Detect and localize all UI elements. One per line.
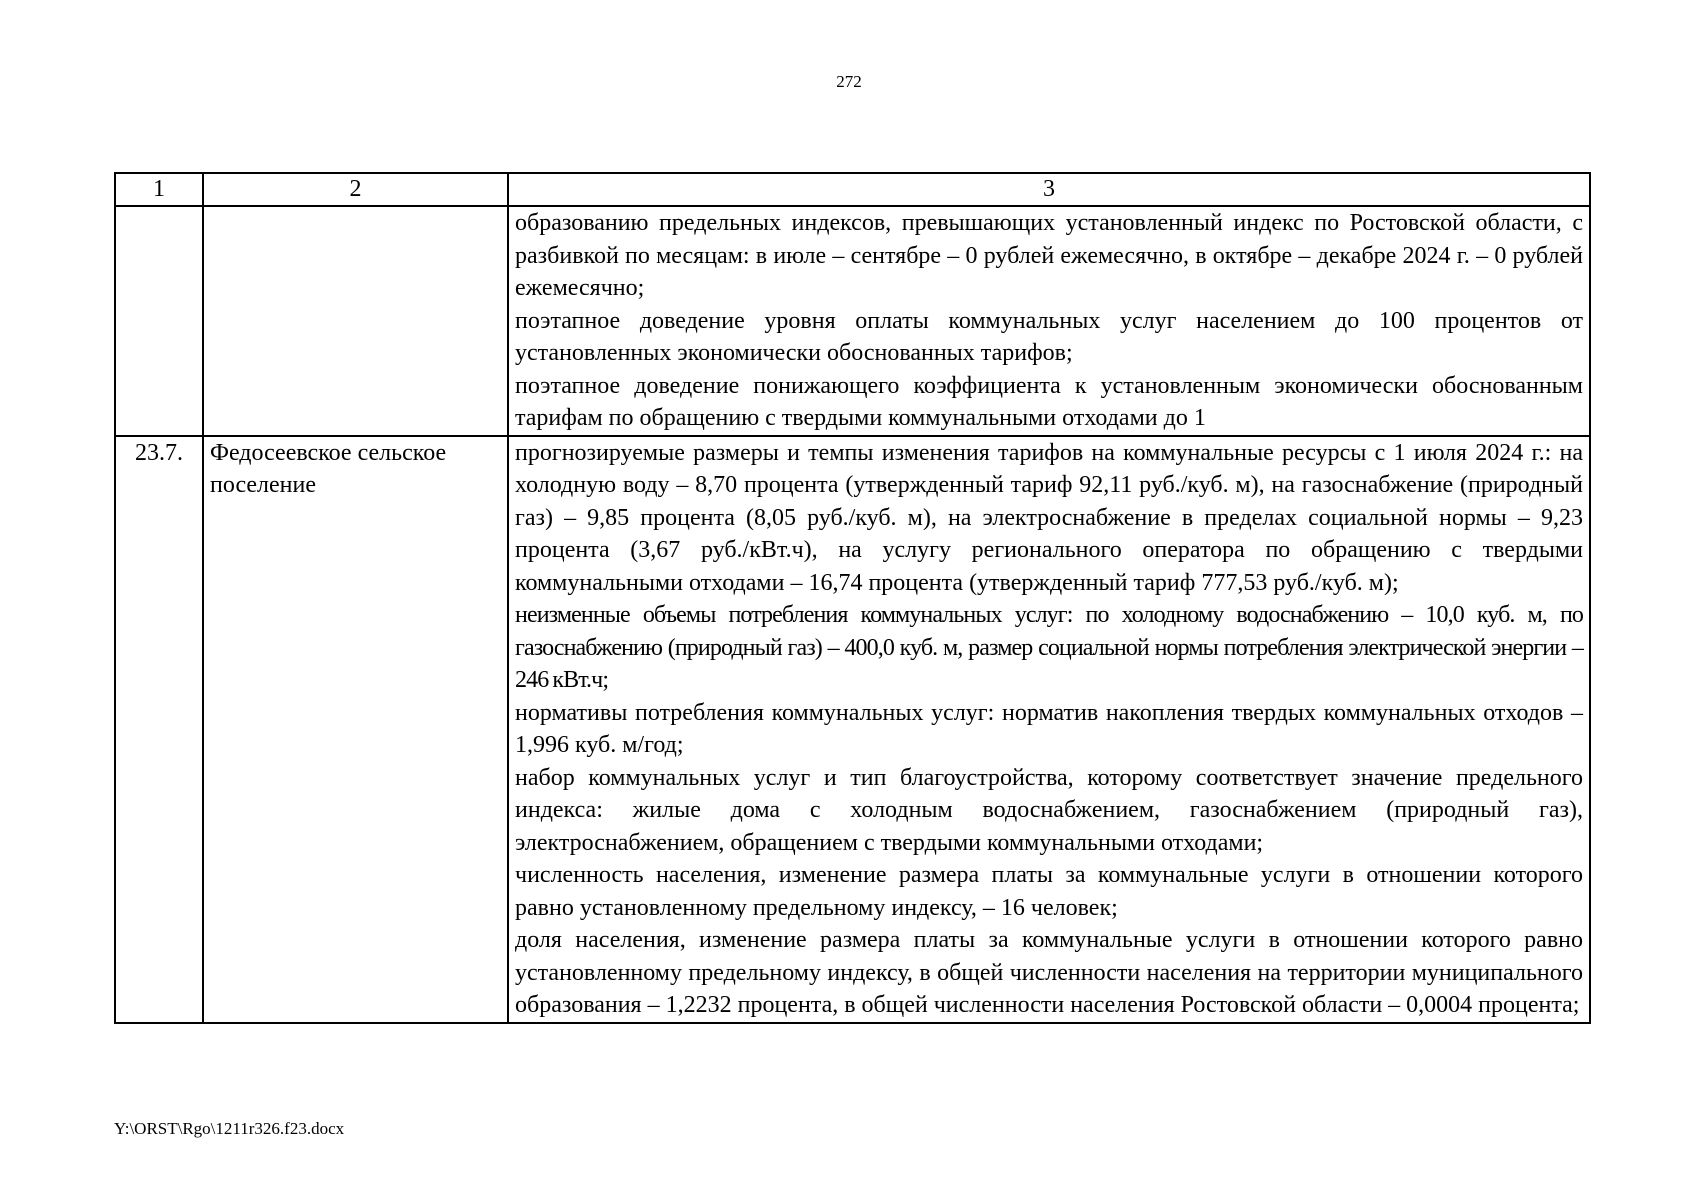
row-name-cell — [203, 206, 508, 436]
text-paragraph: нормативы потребления коммунальных услуг: норматив накопления твердых коммунальных отходов – 1,996 куб. м/год; — [515, 699, 1583, 758]
text-paragraph: прогнозируемые размеры и темпы изменения тарифов на коммунальные ресурсы с 1 июля 2024 г.: на холодную воду – 8,70 процента (утвержденный тариф 92,11 руб./куб. м), на газоснабжение (природный газ) – 9,85 процента (8,05 руб./куб. м), на электроснабжение в пределах социальной нормы – 9,23 процента (3,67 руб./кВт.ч), на услугу регионального оператора по обращению с твердыми коммунальными отходами – 16,74 процента (утвержденный тариф 777,53 руб./куб. м); — [515, 439, 1583, 596]
table-row-continuation — [115, 206, 1590, 436]
row-number-cell: 23.7. — [115, 436, 203, 1023]
row-number-cell — [115, 206, 203, 436]
text-paragraph: поэтапное доведение понижающего коэффициента к установленным экономически обоснованным тарифам по обращению с твердыми коммунальными отходами до 1 — [515, 372, 1583, 431]
text-paragraph: набор коммунальных услуг и тип благоустройства, которому соответствует значение предельного индекса: жилые дома с холодным водоснабжением, газоснабжением (природный газ), электроснабжением, обращением с твердыми коммунальными отходами; — [515, 764, 1583, 856]
row-text-cell — [508, 206, 1590, 436]
text-paragraph: численность населения, изменение размера платы за коммунальные услуги в отношении которого равно установленному предельному индексу, – 16 человек; — [515, 862, 1583, 921]
table-row-23-7 — [115, 436, 1590, 1023]
tariff-table — [114, 172, 1591, 1024]
text-paragraph: неизменные объемы потребления коммунальных услуг: по холодному водоснабжению – 10,0 куб. м, по газоснабжению (природный газ) – 400,0 куб. м, размер социальной нормы потребления электрической энергии – 246 кВт.ч; — [515, 602, 1583, 693]
text-paragraph: поэтапное доведение уровня оплаты коммунальных услуг населением до 100 процентов от установленных экономически обоснованных тарифов; — [515, 307, 1583, 366]
column-header-3: 3 — [508, 173, 1590, 206]
table-header-row — [115, 173, 1590, 206]
column-header-1: 1 — [115, 173, 203, 206]
file-path-footer: Y:\ORST\Rgo\1211r326.f23.docx — [114, 1119, 345, 1138]
page-number: 272 — [836, 72, 862, 91]
row-text-cell — [508, 436, 1590, 1023]
text-paragraph: доля населения, изменение размера платы за коммунальные услуги в отношении которого равно установленному предельному индексу, в общей численности населения на территории муниципального образования – 1,2232 процента, в общей численности населения Ростовской области – 0,0004 процента; — [515, 927, 1583, 1018]
text-paragraph: образованию предельных индексов, превышающих установленный индекс по Ростовской области, с разбивкой по месяцам: в июле – сентябре – 0 рублей ежемесячно, в октябре – декабре 2024 г. – 0 рублей ежемесячно; — [515, 210, 1583, 301]
column-header-2: 2 — [203, 173, 508, 206]
row-name-cell: Федосеевское сельское поселение — [203, 436, 508, 1023]
